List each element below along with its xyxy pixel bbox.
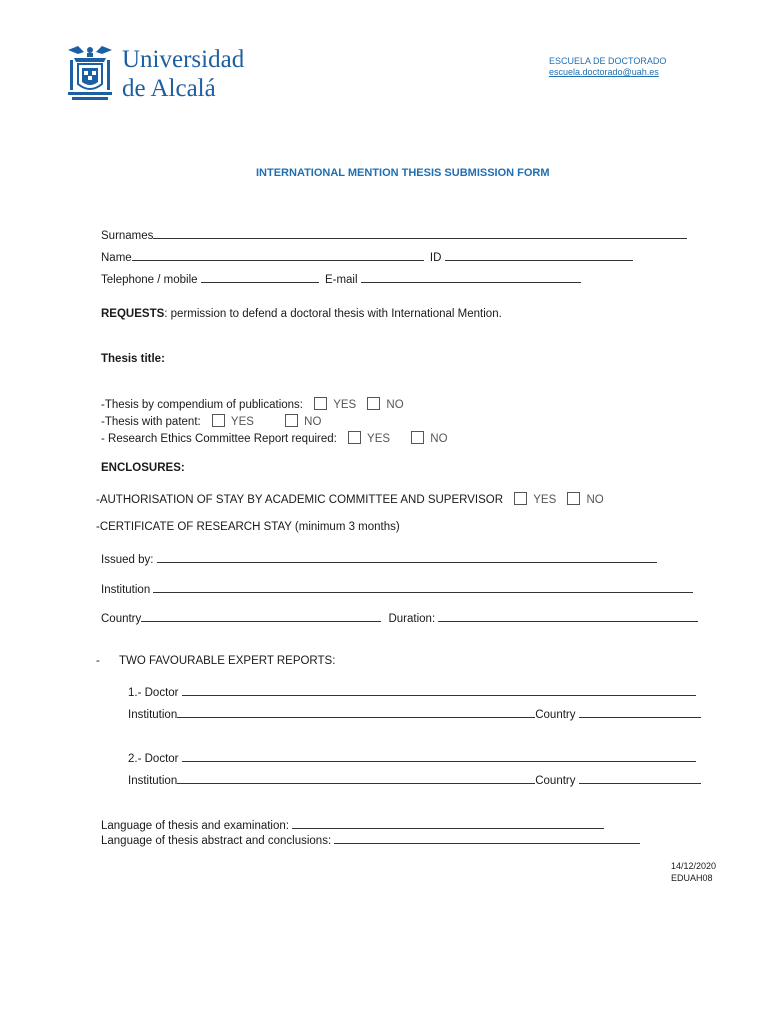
authorisation-row	[96, 492, 604, 506]
doctor1-row	[128, 684, 696, 699]
surnames-row	[101, 227, 687, 242]
patent-no-label: NO	[304, 416, 322, 428]
compendium-no-checkbox[interactable]	[367, 397, 380, 410]
email-field[interactable]	[361, 271, 581, 283]
doctor1-country-label: Country	[535, 709, 576, 721]
telephone-label: Telephone / mobile	[101, 274, 198, 286]
enclosures-label: ENCLOSURES:	[101, 462, 185, 474]
issued-by-row	[101, 551, 657, 566]
compendium-row	[101, 397, 404, 411]
ethics-yes-label: YES	[367, 433, 391, 445]
compendium-yes-checkbox[interactable]	[314, 397, 327, 410]
doctor2-institution-label: Institution	[128, 775, 178, 787]
patent-yes-label: YES	[230, 416, 254, 428]
surnames-label: Surnames	[101, 230, 154, 242]
stay-institution-field[interactable]	[153, 581, 693, 593]
telephone-field[interactable]	[201, 271, 319, 283]
school-email-link[interactable]: escuela.doctorado@uah.es	[549, 67, 659, 77]
id-field[interactable]	[445, 249, 633, 261]
doctor1-institution-field[interactable]	[177, 706, 535, 718]
patent-row	[101, 414, 321, 428]
form-title: INTERNATIONAL MENTION THESIS SUBMISSION FORM	[256, 167, 550, 179]
expert-bullet: -	[96, 655, 100, 667]
language-exam-label: Language of thesis and examination:	[101, 820, 289, 832]
authorisation-yes-label: YES	[533, 494, 557, 506]
language-abstract-row	[101, 832, 640, 847]
authorisation-no-label: NO	[586, 494, 604, 506]
certificate-label: -CERTIFICATE OF RESEARCH STAY (minimum 3 months)	[96, 521, 400, 533]
stay-country-label: Country	[101, 613, 142, 625]
doctor1-label: 1.- Doctor	[128, 687, 179, 699]
compendium-label: -Thesis by compendium of publications:	[101, 399, 303, 411]
patent-yes-checkbox[interactable]	[212, 414, 225, 427]
university-logo	[64, 44, 116, 102]
ethics-label: - Research Ethics Committee Report required:	[101, 433, 337, 445]
authorisation-no-checkbox[interactable]	[567, 492, 580, 505]
thesis-title-label: Thesis title:	[101, 353, 165, 365]
compendium-yes-label: YES	[333, 399, 357, 411]
authorisation-label: -AUTHORISATION OF STAY BY ACADEMIC COMMITTEE AND SUPERVISOR	[96, 494, 504, 506]
doctor2-label: 2.- Doctor	[128, 753, 179, 765]
language-exam-row	[101, 817, 604, 832]
university-name-line1: Universidad	[122, 46, 245, 73]
stay-institution-label: Institution	[101, 584, 151, 596]
doctor2-country-label: Country	[535, 775, 576, 787]
doctor1-field[interactable]	[182, 684, 696, 696]
doctor2-institution-field[interactable]	[177, 772, 535, 784]
name-row	[101, 249, 633, 264]
compendium-no-label: NO	[386, 399, 404, 411]
ethics-row	[101, 431, 448, 445]
authorisation-yes-checkbox[interactable]	[514, 492, 527, 505]
footer-date: 14/12/2020	[671, 861, 717, 871]
patent-label: -Thesis with patent:	[101, 416, 201, 428]
doctor2-country-field[interactable]	[579, 772, 701, 784]
language-abstract-field[interactable]	[334, 832, 640, 844]
university-name-line2: de Alcalá	[122, 75, 216, 102]
requests-row	[101, 308, 502, 320]
expert-reports-label: TWO FAVOURABLE EXPERT REPORTS:	[119, 655, 336, 667]
name-field[interactable]	[132, 249, 424, 261]
stay-institution-row	[101, 581, 693, 596]
email-label: E-mail	[324, 274, 358, 286]
telephone-row	[101, 271, 581, 286]
footer-code: EDUAH08	[671, 873, 713, 883]
doctor2-row	[128, 750, 696, 765]
duration-label: Duration:	[388, 613, 436, 625]
coat-of-arms-icon	[64, 44, 116, 102]
doctor1-institution-row	[128, 706, 701, 721]
requests-text: : permission to defend a doctoral thesis with International Mention.	[164, 308, 502, 320]
ethics-yes-checkbox[interactable]	[348, 431, 361, 444]
doctor1-institution-label: Institution	[128, 709, 178, 721]
duration-field[interactable]	[438, 610, 698, 622]
doctor1-country-field[interactable]	[579, 706, 701, 718]
name-label: Name	[101, 252, 132, 264]
patent-no-checkbox[interactable]	[285, 414, 298, 427]
language-abstract-label: Language of thesis abstract and conclusions:	[101, 835, 332, 847]
stay-country-row	[101, 610, 698, 625]
language-exam-field[interactable]	[292, 817, 604, 829]
ethics-no-checkbox[interactable]	[411, 431, 424, 444]
surnames-field[interactable]	[153, 227, 687, 239]
doctor2-institution-row	[128, 772, 701, 787]
ethics-no-label: NO	[430, 433, 448, 445]
stay-country-field[interactable]	[141, 610, 381, 622]
requests-label: REQUESTS	[101, 308, 165, 320]
issued-by-field[interactable]	[157, 551, 657, 563]
issued-by-label: Issued by:	[101, 554, 154, 566]
doctor2-field[interactable]	[182, 750, 696, 762]
id-label: ID	[429, 252, 442, 264]
school-name: ESCUELA DE DOCTORADO	[549, 56, 667, 66]
